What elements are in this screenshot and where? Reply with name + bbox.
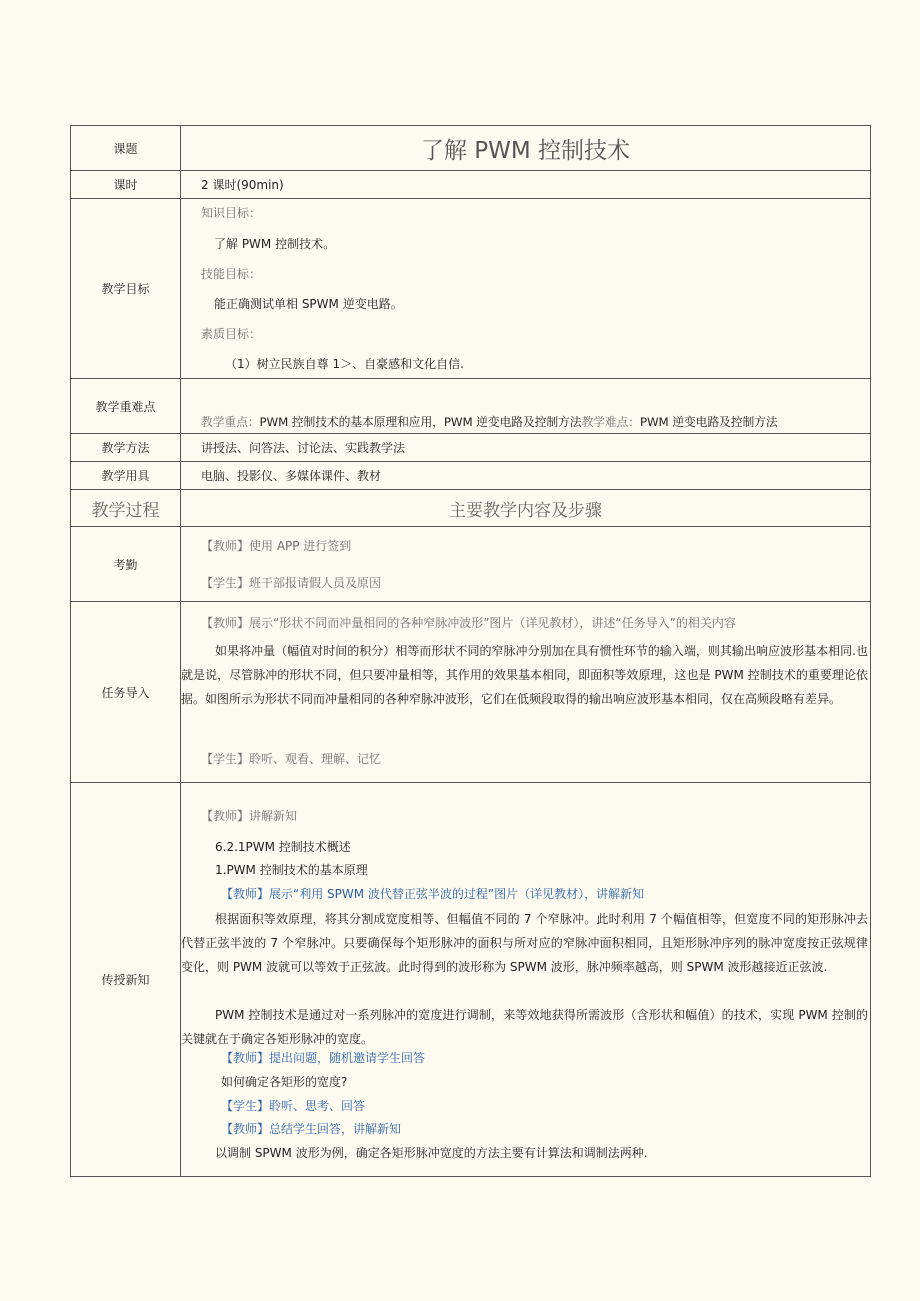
task-intro-label: 任务导入	[71, 602, 181, 782]
attendance-teacher: 【教师】使用 APP 进行签到	[201, 539, 352, 553]
task-intro-content	[181, 602, 871, 782]
difficulty-text: PWM 逆变电路及控制方法	[639, 415, 778, 429]
tools-row	[71, 462, 871, 490]
task-intro-row	[71, 602, 871, 783]
tools-label: 教学用具	[71, 462, 181, 489]
tools-value: 电脑、投影仪、多媒体课件、教材	[181, 462, 871, 489]
attendance-student: 【学生】班干部报请假人员及原因	[201, 576, 382, 590]
task-intro-student: 【学生】聆听、观看、理解、记忆	[201, 752, 382, 766]
lesson-plan-table	[70, 125, 871, 1177]
new-knowledge-content	[181, 783, 871, 1176]
nk-teacher-show: 【教师】展示“利用 SPWM 波代替正弦半波的过程”图片（详见教材），讲解新知	[221, 887, 645, 901]
hours-value: 2 课时(90min)	[181, 171, 871, 198]
nk-question: 如何确定各矩形的宽度?	[221, 1075, 348, 1089]
attendance-row	[71, 527, 871, 602]
key-label: 教学重点：	[201, 415, 260, 429]
nk-section-title: 6.2.1PWM 控制技术概述	[215, 840, 351, 854]
objectives-row	[71, 199, 871, 379]
key-points-content	[181, 379, 871, 433]
key-points-text	[201, 413, 868, 430]
nk-subsection-title: 1.PWM 控制技术的基本原理	[215, 863, 368, 877]
topic-row	[71, 126, 871, 171]
task-intro-paragraph: 如果将冲量（幅值对时间的积分）相等而形状不同的窄脉冲分别加在具有惯性环节的输入端，则其输出响应波形基本相同.也就是说，尽管脉冲的形状不同，但只要冲量相等，其作用的效果基本相同，即面积等效原理，这也是 PWM 控制技术的重要理论依据。如图所示为形状不同而冲量相同的各种窄脉冲波形，它们在低频段取得的输出响应波形基本相同，仅在高频段略有差异。	[181, 644, 868, 706]
topic-label: 课题	[71, 126, 181, 170]
new-knowledge-label: 传授新知	[71, 783, 181, 1176]
task-intro-teacher: 【教师】展示“形状不同而冲量相同的各种窄脉冲波形”图片（详见教材），讲述“任务导入”的相关内容	[201, 616, 736, 630]
process-header-row	[71, 490, 871, 527]
nk-paragraph-3: 以调制 SPWM 波形为例，确定各矩形脉冲宽度的方法主要有计算法和调制法两种.	[215, 1146, 648, 1160]
new-knowledge-row	[71, 783, 871, 1177]
objectives-label: 教学目标	[71, 199, 181, 378]
methods-label: 教学方法	[71, 434, 181, 461]
quality-heading: 素质目标：	[201, 327, 262, 341]
nk-paragraph-1: 根据面积等效原理，将其分割成宽度相等、但幅值不同的 7 个窄脉冲。此时利用 7 个幅值相等，但宽度不同的矩形脉冲去代替正弦半波的 7 个窄脉冲。只要确保每个矩形脉冲的面积与所对应的窄脉冲面积相同，且矩形脉冲序列的脉冲宽度按正弦规律变化，则 PWM 波就可以等效于正弦波。此时得到的波形称为 SPWM 波形，脉冲频率越高，则 SPWM 波形越接近正弦波.	[181, 912, 868, 974]
key-points-label: 教学重难点	[71, 379, 181, 433]
key-points-row	[71, 379, 871, 434]
nk-teacher-question: 【教师】提出问题，随机邀请学生回答	[221, 1051, 426, 1065]
knowledge-objective: 了解 PWM 控制技术。	[214, 237, 336, 251]
hours-row	[71, 171, 871, 199]
hours-label: 课时	[71, 171, 181, 198]
attendance-content	[181, 527, 871, 601]
methods-row	[71, 434, 871, 462]
nk-teacher-summary: 【教师】总结学生回答，讲解新知	[221, 1122, 402, 1136]
process-header-right: 主要教学内容及步骤	[181, 490, 871, 526]
quality-objective: （1）树立民族自尊 1＞、自豪感和文化自信.	[225, 357, 464, 371]
difficulty-label: 教学难点：	[581, 415, 640, 429]
objectives-content	[181, 199, 871, 378]
nk-student: 【学生】聆听、思考、回答	[221, 1099, 366, 1113]
skill-heading: 技能目标：	[201, 267, 262, 281]
skill-objective: 能正确测试单相 SPWM 逆变电路。	[214, 297, 403, 311]
knowledge-heading: 知识目标：	[201, 206, 262, 220]
nk-paragraph-2: PWM 控制技术是通过对一系列脉冲的宽度进行调制，来等效地获得所需波形（含形状和幅值）的技术，实现 PWM 控制的关键就在于确定各矩形脉冲的宽度。	[181, 1008, 868, 1046]
methods-value: 讲授法、问答法、讨论法、实践教学法	[181, 434, 871, 461]
nk-teacher-intro: 【教师】讲解新知	[201, 809, 298, 823]
key-text: PWM 控制技术的基本原理和应用，PWM 逆变电路及控制方法	[259, 415, 582, 429]
attendance-label: 考勤	[71, 527, 181, 601]
topic-title: 了解 PWM 控制技术	[181, 126, 871, 170]
process-header-left: 教学过程	[71, 490, 181, 526]
